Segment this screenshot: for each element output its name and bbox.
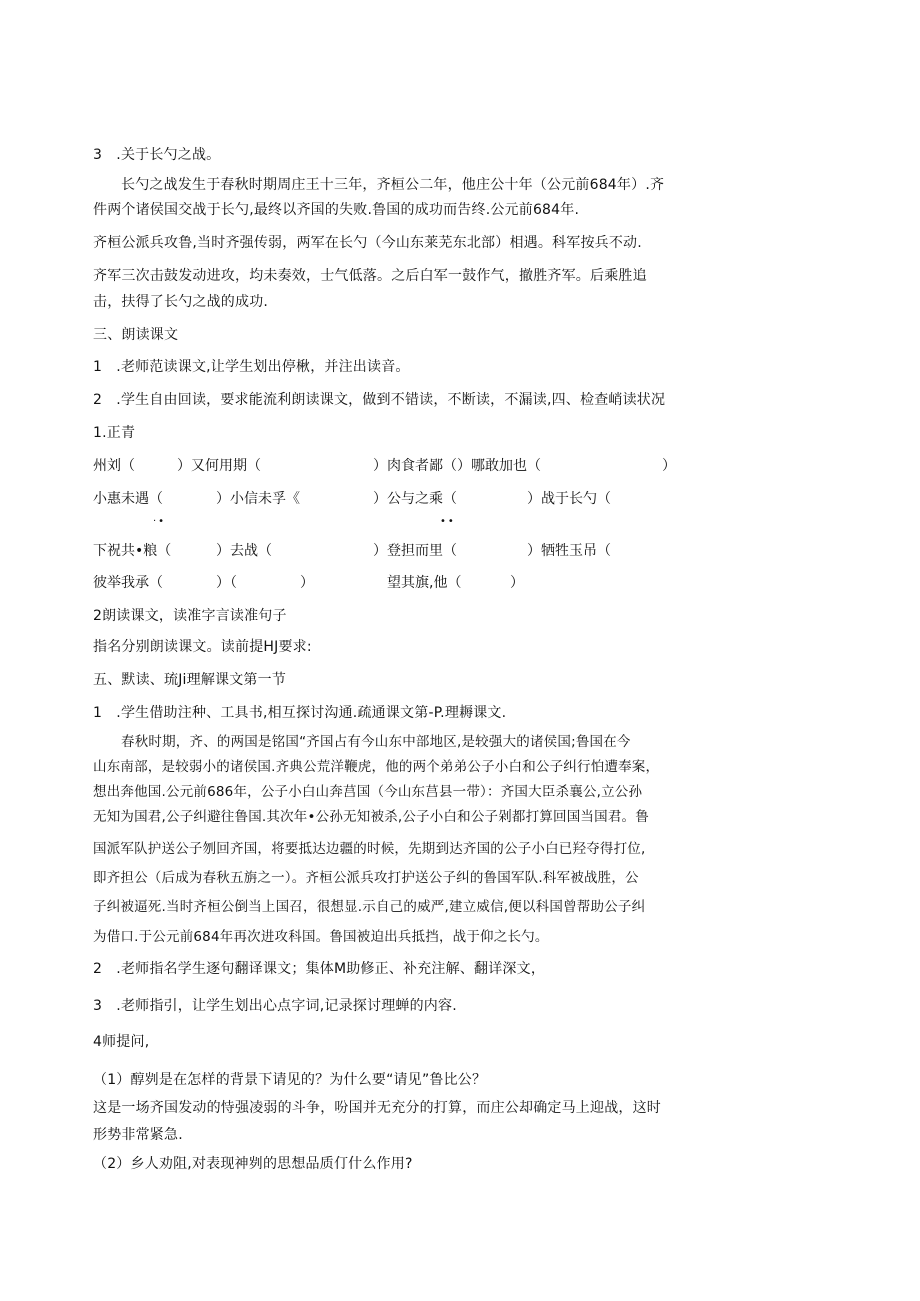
pron-row3-cell4: ）牺牲玉吊（ <box>527 543 611 559</box>
reading-item-2: 2 .学生自由回读，要求能流利朗读课文，做到不错读，不断读，不漏读,四、检查峭读状况 <box>93 392 666 408</box>
pron-row3-cell1: 下祝共•粮（ <box>93 543 172 559</box>
pron-row4-cell3: ） <box>300 575 314 591</box>
emphasis-dots: ·• <box>153 516 167 527</box>
section-3-paragraph-2: 齐桓公派兵攻鲁,当时齐强传弱，两军在长勺（今山东莱芜东北部）相遇。科军按兵不动. <box>93 235 642 251</box>
read-item-2: 2朗读课文，读准字言读准句子 <box>93 608 287 624</box>
pron-row2-cell3: ）公与之乘（ <box>373 491 457 507</box>
pron-row2-cell2: ）小信未孚《 <box>216 491 300 507</box>
emphasis-dots: •• <box>440 516 456 527</box>
pron-row3-cell3: ）登担而里（ <box>373 543 457 559</box>
pron-row3-cell2: ）去战（ <box>216 543 272 559</box>
pron-row1-cell1: 州刘（ ）又何用期（ <box>93 458 261 474</box>
section-5-item-2: 2 .老师指名学生逐句翻译课文；集体M助修正、补充注解、翻详深文， <box>93 961 546 977</box>
reading-item-1: 1 .老师范读课文,让学生划出停楸，并注出读音。 <box>93 359 410 375</box>
pron-row2-cell4: ）战于长勺（ <box>527 491 611 507</box>
read-note: 指名分别朗读课文。读前提HJ要求: <box>93 639 312 655</box>
section-5-paragraph-line: 山东南部，是较弱小的诸侯国.齐典公荒洋鞭虎，他的两个弟弟公子小白和公子纠行怕遭奉案， <box>93 759 660 775</box>
section-3-heading: 3 .关于长勺之战。 <box>93 147 221 163</box>
section-3-paragraph-1-line-2: 件两个诸侯国交战于长勺,最终以齐国的失败.鲁国的成功而告终.公元前684年. <box>93 202 580 218</box>
pron-row4-cell1: 彼举我承（ <box>93 575 163 591</box>
section-5-paragraph-line: 春秋时期，齐、的两国是铭国“齐国占有今山东中部地区,是较强大的诸侯国;鲁国在今 <box>121 734 631 750</box>
pron-row4-cell2: ）（ <box>216 575 237 591</box>
section-3-paragraph-3-line-2: 击，扶得了长勺之战的成功. <box>93 294 269 310</box>
reading-heading: 三、朗读课文 <box>93 327 179 343</box>
pron-row4-cell5: ） <box>510 575 524 591</box>
section-5-paragraph-line: 想出奔他国.公元前686年，公子小白山奔莒国（今山东莒县一带）：齐国大臣杀襄公,立公孙 <box>93 784 643 800</box>
question-2: （2）乡人劝阻,对表现神刿的思想品质仃什么作用? <box>93 1156 413 1172</box>
answer-1-line-1: 这是一场齐国发动的恃强凌弱的斗争，吩国并无充分的打算，而庄公却确定马上迎战，这时 <box>93 1100 661 1116</box>
section-5-paragraph-line: 子纠被逼死.当时齐桓公倒当上国召，很想显.示自己的威严,建立威信,便以科国曾帮助公子纠 <box>93 899 646 915</box>
section-5-item-4: 4师提问, <box>93 1034 150 1050</box>
section-5-item-3: 3 .老师指引，让学生划出心点字词,记录探讨理蝉的内容. <box>93 998 457 1014</box>
answer-1-line-2: 形势非常紧急. <box>93 1127 183 1143</box>
section-3-paragraph-1-line-1: 长勺之战发生于春秋时期周庄王十三年，齐桓公二年，他庄公十年（公元前684年）.齐 <box>121 177 665 193</box>
pron-row1-cell3: ） <box>662 458 676 474</box>
pron-row2-cell1: 小惠未遇（ <box>93 491 163 507</box>
section-3-paragraph-3-line-1: 齐军三次击鼓发动进攻，均未奏效，士气低落。之后白军一鼓作气，撤胜齐军。后乘胜追 <box>93 268 647 284</box>
section-5-paragraph-line: 为借口.于公元前684年再次进攻科国。鲁国被迫出兵抵挡，战于仰之长勺。 <box>93 929 549 945</box>
section-5-paragraph-line: 国派军队护送公子刎回齐国，将要抵达边疆的时候，先期到达齐国的公子小白已羟夺得打位, <box>93 841 646 857</box>
reading-correct-pronunciation: 1.正青 <box>93 425 136 441</box>
section-5-paragraph-line: 无知为国君,公子纠避往鲁国.其次年•公孙无知被杀,公子小白和公子剁都打算回国当国君。鲁 <box>93 809 649 825</box>
section-5-paragraph-line: 即齐担公（后成为春秋五旃之一）。齐桓公派兵攻打护送公子纠的鲁国军队.科军被战胜，公 <box>93 870 639 886</box>
section-5-item-1: 1 .学生借助注种、工具书,相互探讨沟通.疏通课文第-P.理耨课文. <box>93 705 507 721</box>
question-1: （1）醇刿是在怎样的背景下请见的？为什么要“请见”鲁比公？ <box>93 1072 487 1088</box>
section-5-heading: 五、默读、琉Ji理解课文第一节 <box>93 672 287 688</box>
pron-row1-cell2: ）肉食者鄙（）哪敢加也（ <box>373 458 541 474</box>
pron-row4-cell4: 望其旗,他（ <box>387 575 462 591</box>
